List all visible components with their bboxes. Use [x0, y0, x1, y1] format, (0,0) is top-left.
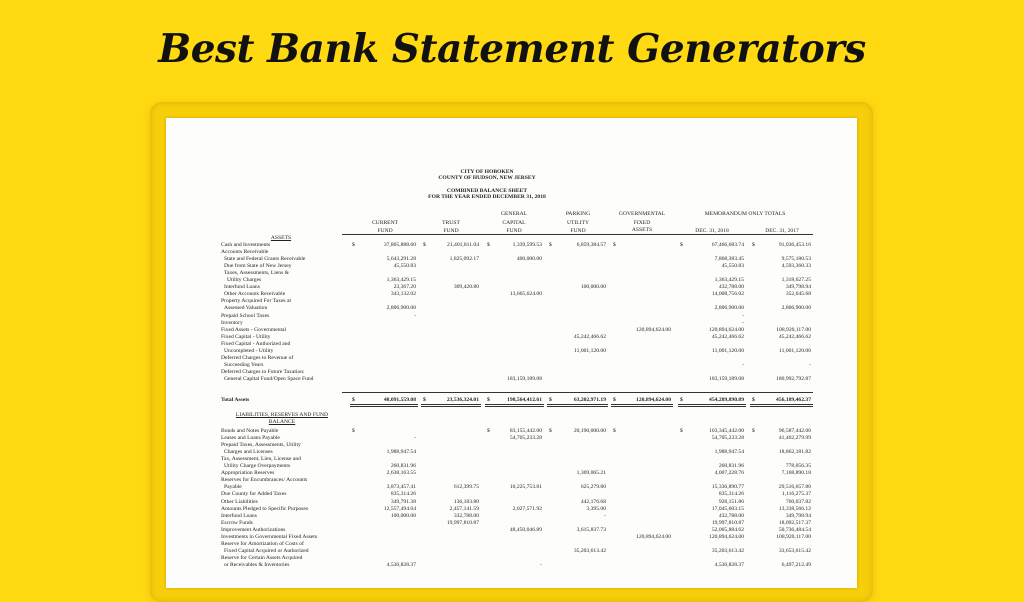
column-header-underline: [742, 234, 813, 235]
liability-row-dec2018-value: 432,788.00: [718, 512, 744, 519]
asset-row-general-value: 13,665,624.00: [509, 291, 542, 298]
col-general-l3: FUND: [506, 228, 522, 234]
liabilities-heading-l2: BALANCE: [268, 419, 296, 425]
col-parking-l2: UTILITY: [566, 220, 590, 226]
asset-row-current-value: 2,806,900.00: [386, 305, 416, 312]
liability-row-trust-value: 612,399.75: [453, 484, 479, 491]
total-assets-row-dollar-sign: $: [752, 397, 755, 403]
asset-row-current-value: 343,132.02: [390, 291, 416, 298]
liability-row-dec2018-value: 1,988,947.54: [714, 449, 744, 456]
asset-row-current-value: -: [414, 312, 416, 319]
liability-row-label: Charges and Licenses: [224, 449, 273, 456]
asset-row-dec2017-value: 1,318,627.25: [781, 277, 811, 284]
asset-row-trust-value: 309,420.80: [453, 284, 479, 291]
total-assets-row-dollar-sign: $: [613, 397, 616, 403]
asset-row-label: Inventory: [221, 319, 243, 326]
asset-row-dec2018-value: 11,001,120.00: [712, 347, 744, 354]
asset-row-dollar-sign: $: [423, 242, 426, 248]
liability-row-dollar-sign: $: [752, 428, 755, 434]
asset-row-dec2017-value: 91,036,453.16: [778, 242, 811, 248]
asset-row-parking-value: 45,242,466.62: [573, 333, 606, 340]
col-current-l1: CURRENT: [371, 220, 399, 226]
doc-header-line4: FOR THE YEAR ENDED DECEMBER 31, 2018: [428, 194, 546, 200]
subtotal-underline: [670, 392, 746, 393]
asset-row-label: Taxes, Assessments, Liens &: [224, 270, 290, 277]
liability-row-parking-value: 3,395.00: [586, 505, 606, 512]
liability-row-dollar-sign: $: [352, 428, 355, 434]
asset-row-label: Deferred Charges to Revenue of: [221, 354, 294, 361]
liability-row-current-value: 12,557,494.64: [383, 505, 416, 512]
column-header-underline: [670, 234, 746, 235]
asset-row-parking-value: 11,001,120.00: [574, 347, 606, 354]
subtotal-underline: [342, 392, 418, 393]
total-double-underline: [547, 404, 608, 405]
liability-row-dec2018-value: 17,045,603.15: [711, 505, 744, 512]
liability-row-label: Due County for Added Taxes: [221, 491, 287, 498]
asset-row-dollar-sign: $: [613, 242, 616, 248]
col-parking-l1: PARKING: [565, 211, 591, 217]
asset-row-general-value: 183,159,189.08: [507, 375, 542, 382]
asset-row-dec2017-value: 180,992,792.87: [776, 375, 811, 382]
asset-row-current-value: 23,367.20: [393, 284, 416, 291]
liability-row-dec2017-value: 29,516,657.80: [778, 484, 811, 491]
liability-row-dec2018-value: 52,065,884.62: [711, 526, 744, 533]
asset-row-label: Prepaid School Taxes: [221, 312, 270, 319]
asset-row-dec2018-value: -: [742, 361, 744, 368]
asset-row-label: Property Acquired For Taxes at: [221, 298, 292, 305]
col-trust-l2: FUND: [443, 228, 459, 234]
asset-row-dec2017-value: 11,001,120.00: [779, 347, 811, 354]
asset-row-dec2018-value: 120,894,624.00: [709, 326, 744, 333]
asset-row-label: Fixed Capital - Utility: [221, 333, 271, 340]
liability-row-parking-value: 20,190,000.00: [573, 428, 606, 434]
asset-row-dec2018-value: 14,008,756.02: [711, 291, 744, 298]
asset-row-general-value: 400,000.00: [516, 256, 542, 263]
liability-row-governmental-value: 120,894,624.00: [636, 533, 671, 540]
asset-row-label: Fixed Capital - Authorized and: [221, 340, 291, 347]
liability-row-dec2017-value: 7,168,890.18: [781, 470, 811, 477]
liability-row-current-value: 4,536,828.37: [386, 561, 416, 568]
liability-row-current-value: 3,873,457.41: [386, 484, 416, 491]
liability-row-label: Reserves for Encumbrances/ Accounts: [221, 477, 308, 484]
total-assets-row-dec2018-value: 454,289,890.89: [709, 397, 744, 403]
total-double-underline: [485, 404, 544, 405]
liability-row-current-value: 349,791.38: [390, 498, 416, 505]
total-assets-row-dollar-sign: $: [549, 397, 552, 403]
asset-row-general-value: 1,339,599.53: [512, 242, 542, 248]
asset-row-dec2018-value: -: [742, 312, 744, 319]
column-header-underline: [603, 234, 673, 235]
liability-row-trust-value: 19,997,810.87: [446, 519, 479, 526]
asset-row-current-value: 5,643,291.28: [386, 256, 416, 263]
liability-row-trust-value: 136,183.80: [453, 498, 479, 505]
liability-row-trust-value: 2,457,141.59: [449, 505, 479, 512]
col-dec2018: DEC. 31, 2018: [695, 228, 729, 234]
asset-row-dec2018-value: 2,806,900.00: [714, 305, 744, 312]
total-assets-row-dec2017-value: 456,189,462.37: [776, 397, 811, 403]
subtotal-underline: [603, 392, 673, 393]
liability-row-trust-value: 332,788.00: [453, 512, 479, 519]
total-assets-row-dollar-sign: $: [487, 397, 490, 403]
total-double-underline: [350, 406, 418, 407]
asset-row-dec2018-value: 45,242,466.62: [711, 333, 744, 340]
liability-row-dec2017-value: 33,653,615.42: [778, 547, 811, 554]
doc-header-line1: CITY OF HOBOKEN: [460, 169, 514, 175]
liability-row-dec2018-value: 103,345,442.00: [709, 428, 744, 434]
asset-row-label: State and Federal Grants Receivable: [224, 256, 306, 263]
liability-row-dec2017-value: 6,497,212.49: [781, 561, 811, 568]
liability-row-dec2018-value: 4,007,228.76: [714, 470, 744, 477]
liability-row-general-value: 83,155,442.00: [509, 428, 542, 434]
asset-row-label: Due from State of New Jersey: [224, 263, 292, 270]
liability-row-general-value: 2,027,571.92: [512, 505, 542, 512]
liability-row-dollar-sign: $: [487, 428, 490, 434]
total-assets-row-dollar-sign: $: [680, 397, 683, 403]
liability-row-general-value: 48,450,046.89: [509, 526, 542, 533]
asset-row-dec2018-value: 432,788.00: [718, 284, 744, 291]
col-gov-l3: ASSETS: [631, 227, 653, 233]
asset-row-current-value: 1,363,429.15: [386, 277, 416, 284]
liability-row-general-value: -: [540, 561, 542, 568]
asset-row-label: Other Accounts Receivable: [224, 291, 286, 298]
liability-row-dec2017-value: 108,920,117.00: [776, 533, 811, 540]
liability-row-dec2017-value: 760,037.82: [785, 498, 811, 505]
asset-row-parking-value: 6,859,384.57: [576, 242, 606, 248]
column-header-underline: [477, 234, 544, 235]
liability-row-label: Other Liabilities: [221, 498, 258, 505]
total-double-underline: [421, 406, 481, 407]
asset-row-label: Deferred Charges to Future Taxation:: [221, 368, 305, 375]
liability-row-parking-value: 3,615,837.73: [576, 526, 606, 533]
asset-row-dollar-sign: $: [680, 242, 683, 248]
asset-row-dec2018-value: 67,466,683.74: [711, 242, 744, 248]
asset-row-dec2017-value: -: [809, 361, 811, 368]
liability-row-dec2017-value: 1,116,275.37: [781, 491, 811, 498]
col-gov-l1: GOVERNMENTAL: [618, 211, 666, 217]
col-parking-l3: FUND: [570, 228, 586, 234]
asset-row-label: Uncompleted - Utility: [224, 347, 274, 354]
liability-row-dec2017-value: 50,736,484.54: [778, 526, 811, 533]
asset-row-label: Fixed Assets - Governmental: [221, 326, 287, 333]
total-assets-row-general-value: 198,564,412.61: [507, 397, 542, 403]
asset-row-label: Interfund Loans: [224, 284, 260, 291]
subtotal-underline: [539, 392, 608, 393]
total-double-underline: [750, 404, 813, 405]
subtotal-underline: [742, 392, 813, 393]
column-header-underline: [413, 234, 481, 235]
total-assets-row-current-value: 48,091,559.08: [383, 397, 416, 403]
doc-header-line2: COUNTY OF HUDSON, NEW JERSEY: [438, 175, 536, 181]
liability-row-current-value: 2,638,163.55: [386, 470, 416, 477]
liability-row-label: Amounts Pledged to Specific Purposes: [221, 505, 309, 512]
liability-row-dec2018-value: 835,314.26: [718, 491, 744, 498]
liability-row-label: Leases and Loans Payable: [221, 435, 280, 442]
total-double-underline: [678, 404, 746, 405]
asset-row-dollar-sign: $: [549, 242, 552, 248]
liability-row-dec2018-value: 19,997,810.87: [711, 519, 744, 526]
total-double-underline: [678, 406, 746, 407]
asset-row-dec2017-value: 45,242,466.62: [778, 333, 811, 340]
liability-row-label: Interfund Loans: [221, 512, 257, 519]
asset-row-dec2018-value: 1,363,429.15: [714, 277, 744, 284]
asset-row-trust-value: 21,401,811.04: [447, 242, 479, 248]
col-current-l2: FUND: [377, 228, 393, 234]
liability-row-label: Escrow Funds: [221, 519, 253, 526]
column-header-underline: [539, 234, 608, 235]
liability-row-dec2018-value: 260,831.96: [718, 463, 744, 470]
total-assets-row-dollar-sign: $: [352, 397, 355, 403]
asset-row-governmental-value: 120,894,624.00: [636, 326, 671, 333]
asset-row-dec2017-value: 349,798.94: [785, 284, 811, 291]
liability-row-label: Reserve for Certain Assets Acquired: [221, 554, 303, 561]
total-double-underline: [750, 406, 813, 407]
liability-row-general-value: 54,705,233.28: [509, 435, 542, 442]
total-double-underline: [611, 406, 673, 407]
liability-row-dec2018-value: 15,336,890.77: [711, 484, 744, 491]
total-double-underline: [485, 406, 544, 407]
col-general-l2: CAPITAL: [502, 220, 526, 226]
liability-row-dec2017-value: 18,092,517.37: [778, 519, 811, 526]
asset-row-trust-value: 1,825,092.17: [449, 256, 479, 263]
total-assets-row-governmental-value: 120,894,624.00: [636, 397, 671, 403]
liability-row-label: Prepaid Taxes, Assessments, Utility: [221, 442, 301, 449]
liability-row-dollar-sign: $: [549, 428, 552, 434]
liability-row-dec2017-value: 18,862,181.82: [778, 449, 811, 456]
asset-row-dec2017-value: 4,593,360.33: [781, 263, 811, 270]
liability-row-dec2017-value: 41,462,279.99: [778, 435, 811, 442]
assets-heading: ASSETS: [270, 235, 292, 241]
liability-row-label: Bonds and Notes Payable: [221, 428, 279, 434]
liability-row-dec2018-value: 120,894,624.00: [709, 533, 744, 540]
liability-row-dec2017-value: 349,798.94: [785, 512, 811, 519]
liability-row-dec2017-value: 778,056.35: [785, 463, 811, 470]
total-double-underline: [350, 404, 418, 405]
subtotal-underline: [413, 392, 481, 393]
liability-row-general-value: 10,225,753.81: [509, 484, 542, 491]
total-assets-row-dollar-sign: $: [423, 397, 426, 403]
liability-row-dec2018-value: 54,705,233.28: [711, 435, 744, 442]
liability-row-current-value: 1,988,947.54: [386, 449, 416, 456]
liability-row-label: Reserve for Amortization of Costs of: [221, 540, 304, 547]
asset-row-label: General Capital Fund/Open Space Fund: [224, 375, 314, 382]
liability-row-parking-value: -: [604, 512, 606, 519]
asset-row-label: Succeeding Years: [224, 361, 264, 368]
asset-row-dec2018-value: 45,550.83: [721, 263, 744, 270]
asset-row-current-value: 45,550.83: [393, 263, 416, 270]
asset-row-dec2017-value: 2,806,900.00: [781, 305, 811, 312]
liability-row-parking-value: 442,176.68: [580, 498, 606, 505]
liability-row-current-value: 835,314.26: [390, 491, 416, 498]
total-assets-row-label: Total Assets: [221, 397, 250, 403]
col-general-l1: GENERAL: [500, 211, 528, 217]
liability-row-label: Tax, Assessment, Lien, License and: [221, 456, 301, 463]
asset-row-dec2018-value: -: [742, 319, 744, 326]
asset-row-parking-value: 100,000.00: [580, 284, 606, 291]
total-double-underline: [611, 404, 673, 405]
asset-row-label: Cash and Investments: [221, 242, 271, 248]
col-trust-l1: TRUST: [442, 220, 460, 226]
liability-row-current-value: 100,000.00: [390, 512, 416, 519]
asset-row-dec2017-value: 352,645.68: [785, 291, 811, 298]
liability-row-dollar-sign: $: [613, 428, 616, 434]
asset-row-dec2018-value: 183,159,189.08: [709, 375, 744, 382]
asset-row-dollar-sign: $: [752, 242, 755, 248]
asset-row-dec2017-value: 108,920,117.00: [776, 326, 811, 333]
asset-row-dollar-sign: $: [487, 242, 490, 248]
doc-header-line3: COMBINED BALANCE SHEET: [446, 188, 528, 194]
liability-row-label: Fixed Capital Acquired or Authorized: [224, 547, 309, 554]
subtotal-underline: [477, 392, 544, 393]
asset-row-current-value: 37,865,888.60: [383, 242, 416, 248]
liability-row-dec2018-value: 928,151.86: [718, 498, 744, 505]
asset-row-dec2017-value: 9,575,180.53: [781, 256, 811, 263]
total-double-underline: [547, 406, 608, 407]
total-double-underline: [421, 404, 481, 405]
liability-row-label: Payable: [224, 484, 242, 491]
col-gov-l2: FIXED: [633, 220, 651, 226]
liability-row-dollar-sign: $: [680, 428, 683, 434]
liability-row-dec2018-value: 4,536,828.37: [714, 561, 744, 568]
liability-row-current-value: -: [414, 435, 416, 442]
liability-row-label: Improvement Authorizations: [221, 526, 286, 533]
liability-row-parking-value: 625,279.80: [580, 484, 606, 491]
liability-row-label: or Receivables & Inventories: [224, 561, 290, 568]
asset-row-dollar-sign: $: [352, 242, 355, 248]
asset-row-label: Utility Charges: [227, 277, 262, 284]
liability-row-dec2017-value: 96,587,442.00: [778, 428, 811, 434]
liability-row-parking-value: 1,369,065.21: [576, 470, 606, 477]
liability-row-label: Appropriation Reserves: [221, 470, 275, 477]
liability-row-dec2017-value: 13,338,566.12: [778, 505, 811, 512]
liability-row-label: Utility Charge Overpayments: [224, 463, 291, 470]
banner-title: Best Bank Statement Generators: [158, 26, 866, 72]
liabilities-heading-l1: LIABILITIES, RESERVES AND FUND: [235, 412, 329, 418]
column-header-underline: [342, 234, 418, 235]
total-assets-row-parking-value: 63,202,971.19: [573, 397, 606, 403]
liability-row-label: Investments in Governmental Fixed Assets: [221, 533, 318, 540]
col-dec2017: DEC. 31, 2017: [765, 228, 799, 234]
liability-row-current-value: 260,831.96: [390, 463, 416, 470]
asset-row-label: Accounts Receivable: [221, 249, 269, 256]
col-memo-heading: MEMORANDUM ONLY TOTALS: [704, 211, 786, 217]
liability-row-parking-value: 35,203,613.42: [573, 547, 606, 554]
liability-row-dec2018-value: 35,203,613.42: [711, 547, 744, 554]
total-assets-row-trust-value: 23,536,324.01: [446, 397, 479, 403]
asset-row-dec2018-value: 7,868,383.45: [714, 256, 744, 263]
asset-row-label: Assessed Valuation: [224, 305, 268, 312]
